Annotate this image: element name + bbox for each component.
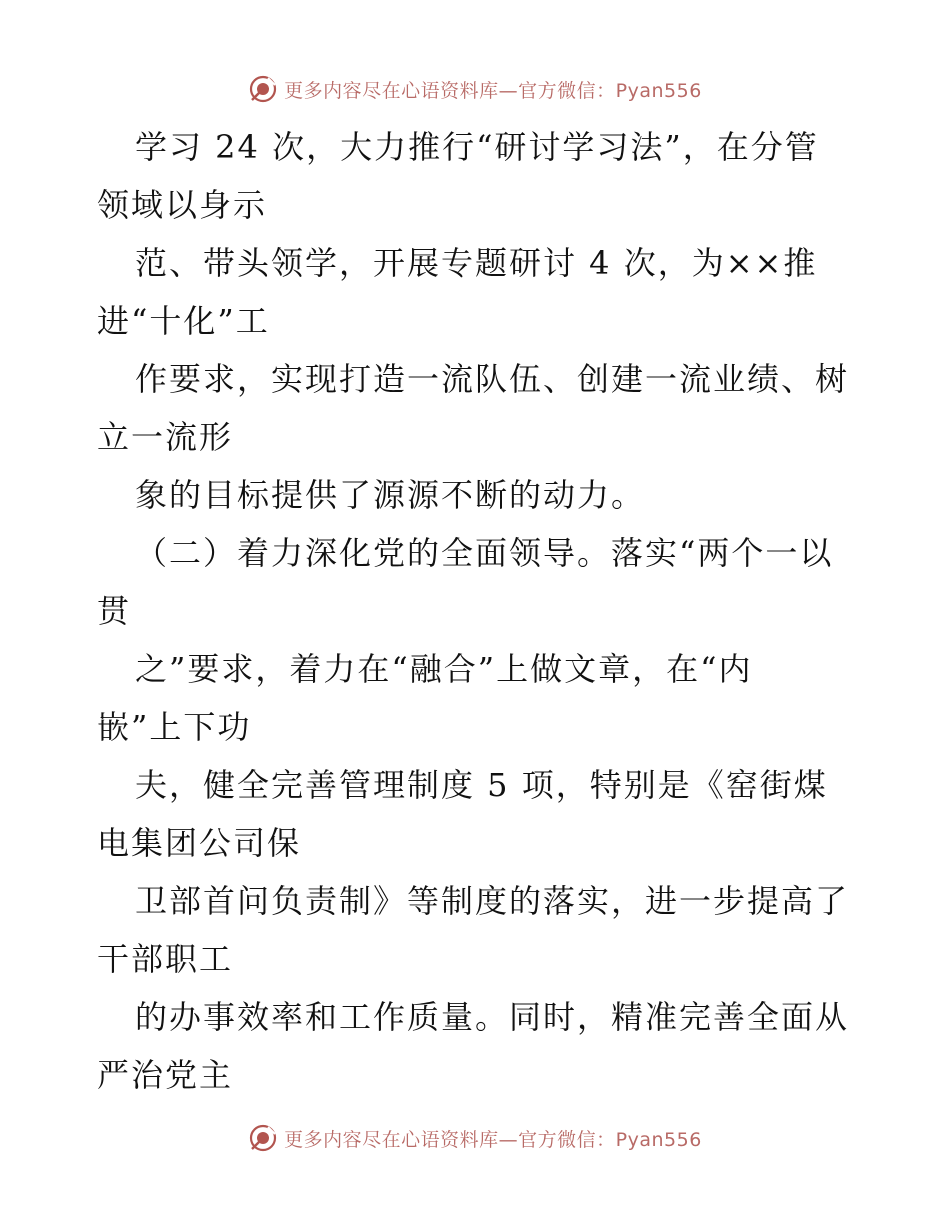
text-line: 作要求，实现打造一流队伍、创建一流业绩、树	[135, 360, 850, 398]
text-line: 嵌”上下功	[97, 708, 252, 746]
header-watermark	[0, 72, 950, 106]
watermark-text: 更多内容尽在心语资料库—官方微信：Pyan556	[284, 79, 702, 102]
text-line: 学习 24 次，大力推行“研讨学习法”，在分管	[135, 128, 819, 166]
document-body	[97, 118, 857, 1104]
text-line: 夫，健全完善管理制度 5 项，特别是《窑街煤	[135, 766, 828, 804]
pen-seal-logo-icon	[248, 74, 278, 104]
text-line: 电集团公司保	[97, 824, 302, 862]
text-line: 进“十化”工	[97, 302, 270, 340]
text-line: 严治党主	[97, 1056, 234, 1094]
pen-seal-logo-icon	[248, 1123, 278, 1153]
watermark-text: 更多内容尽在心语资料库—官方微信：Pyan556	[284, 1128, 702, 1151]
text-line: 之”要求，着力在“融合”上做文章，在“内	[135, 650, 753, 688]
text-line: 的办事效率和工作质量。同时，精准完善全面从	[135, 998, 850, 1036]
text-line: 领域以身示	[97, 186, 268, 224]
text-line: 立一流形	[97, 418, 234, 456]
text-line: 范、带头领学，开展专题研讨 4 次，为××推	[135, 244, 818, 282]
section-heading-line: （二）着力深化党的全面领导。落实“两个一以	[135, 534, 834, 572]
text-line: 卫部首问负责制》等制度的落实，进一步提高了	[135, 882, 850, 920]
text-line: 象的目标提供了源源不断的动力。	[135, 476, 646, 514]
footer-watermark	[0, 1121, 950, 1155]
text-line: 干部职工	[97, 940, 234, 978]
text-line: 贯	[97, 592, 132, 630]
